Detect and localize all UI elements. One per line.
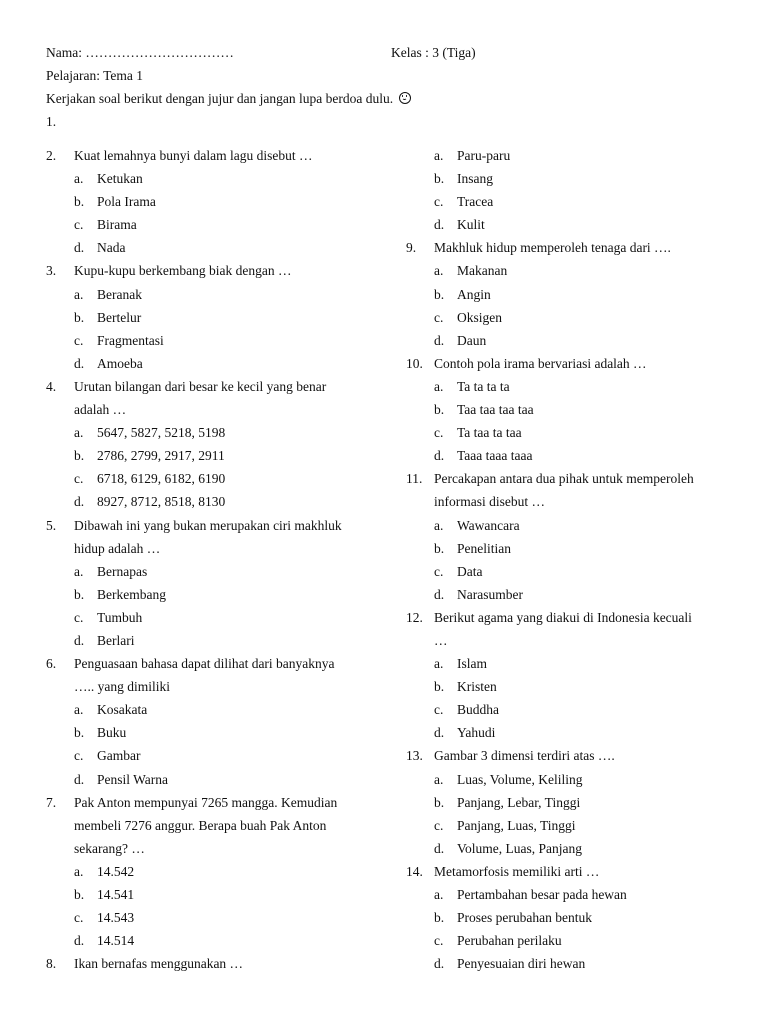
option-14-c [406,929,746,952]
option-text: Kulit [457,217,485,233]
option-letter: c. [434,933,444,949]
option-letter: c. [434,702,444,718]
question-number: 12. [406,609,423,625]
option-letter: d. [434,956,445,972]
option-text: Luas, Volume, Keliling [457,771,583,787]
option-text: Proses perubahan bentuk [457,910,592,926]
question-number: 4. [46,378,57,394]
question-text: Kuat lemahnya bunyi dalam lagu disebut … [74,148,313,163]
option-letter: b. [434,540,445,556]
option-text: Buddha [457,702,499,718]
option-11-b [406,537,746,560]
option-text: Bertelur [97,309,142,325]
option-letter: b. [74,586,85,602]
option-2-a [46,167,386,190]
option-text: 5647, 5827, 5218, 5198 [97,425,226,441]
right-question-column [406,144,746,975]
option-text: Ta ta ta ta [457,378,510,394]
option-letter: c. [434,194,444,210]
option-letter: d. [434,448,445,464]
question-number: 14. [406,863,423,879]
subject-label: Pelajaran: Tema 1 [46,68,144,83]
option-letter: c. [74,609,84,625]
option-letter: d. [74,632,85,648]
option-letter: a. [74,702,84,718]
option-text: Insang [457,171,493,187]
option-text: Kosakata [97,702,148,718]
option-letter: b. [434,910,445,926]
option-text: Perubahan perilaku [457,933,562,949]
option-letter: a. [434,378,444,394]
option-letter: d. [74,771,85,787]
question-text: Percakapan antara dua pihak untuk memperoleh [434,471,694,487]
question-14 [406,860,746,883]
option-letter: b. [74,725,85,741]
class-label: Kelas : 3 (Tiga) [391,45,476,60]
question-number: 2. [46,148,57,163]
option-10-c [406,421,746,444]
question-number: 7. [46,794,57,810]
question-11 [406,467,746,490]
option-text: Nada [97,240,126,256]
option-text: 2786, 2799, 2917, 2911 [97,448,225,464]
question-11-line-2 [406,490,746,513]
question-7-line-3 [46,837,386,860]
option-2-c [46,213,386,236]
option-12-a [406,652,746,675]
option-6-b [46,721,386,744]
option-letter: c. [434,425,444,441]
option-text: 6718, 6129, 6182, 6190 [97,471,226,487]
option-text: 14.541 [97,887,135,902]
option-text: Oksigen [457,309,502,325]
option-letter: c. [434,817,444,833]
option-text: Panjang, Lebar, Tinggi [457,794,581,810]
option-letter: a. [434,263,444,279]
option-text: 8927, 8712, 8518, 8130 [97,494,226,510]
option-6-a [46,698,386,721]
option-text: Amoeba [97,355,143,371]
option-letter: c. [74,332,84,348]
option-letter: b. [74,309,85,325]
option-text: Taa taa taa taa [457,402,534,418]
option-text: Angin [457,286,491,302]
option-4-d [46,490,386,513]
question-text: Contoh pola irama bervariasi adalah … [434,355,647,371]
option-10-d [406,444,746,467]
option-5-b [46,583,386,606]
option-text: Narasumber [457,586,523,602]
option-9-a [406,259,746,282]
question-number: 10. [406,355,423,371]
option-text: Islam [457,656,487,672]
option-text: Penelitian [457,540,511,556]
option-text: Paru-paru [457,148,511,163]
option-letter: c. [434,309,444,325]
option-letter: c. [74,910,84,926]
question-2 [46,144,386,167]
option-letter: a. [434,148,444,163]
question-13 [406,744,746,767]
question-text: ….. yang dimiliki [74,679,170,695]
option-5-c [46,606,386,629]
option-14-b [406,906,746,929]
option-text: Ta taa ta taa [457,425,522,441]
option-text: Data [457,563,483,579]
option-text: Bernapas [97,563,148,579]
option-12-d [406,721,746,744]
question-text: Ikan bernafas menggunakan … [74,956,244,972]
question-text: Berikut agama yang diakui di Indonesia kecuali [434,609,692,625]
option-14-d [406,952,746,975]
option-text: Panjang, Luas, Tinggi [457,817,576,833]
option-letter: b. [434,679,445,695]
option-text: Pensil Warna [97,771,169,787]
question-text: … [434,632,448,648]
question-1-number: 1. [46,114,57,129]
option-text: 14.514 [97,933,135,949]
option-11-a [406,514,746,537]
option-letter: b. [74,194,85,210]
question-3 [46,259,386,282]
option-text: Pola Irama [97,194,156,210]
option-letter: a. [434,656,444,672]
name-field-label: Nama: …………………………… [46,45,234,60]
option-d [406,213,746,236]
option-14-a [406,883,746,906]
question-text: Metamorfosis memiliki arti … [434,863,600,879]
option-letter: d. [434,725,445,741]
option-letter: d. [74,355,85,371]
option-letter: b. [74,448,85,464]
option-5-a [46,560,386,583]
question-number: 13. [406,748,423,764]
option-13-a [406,768,746,791]
option-letter: c. [434,563,444,579]
question-number: 6. [46,656,57,672]
question-6 [46,652,386,675]
question-7 [46,791,386,814]
option-letter: a. [74,563,84,579]
option-b [406,167,746,190]
option-4-b [46,444,386,467]
question-text: Makhluk hidup memperoleh tenaga dari …. [434,240,671,256]
option-6-d [46,768,386,791]
option-4-c [46,467,386,490]
option-letter: b. [434,171,445,187]
option-7-d [46,929,386,952]
option-4-a [46,421,386,444]
option-7-a [46,860,386,883]
option-10-b [406,398,746,421]
option-letter: d. [434,332,445,348]
question-8 [46,952,386,975]
option-9-b [406,283,746,306]
left-question-column [46,144,386,975]
option-text: Fragmentasi [97,332,164,348]
option-letter: b. [434,402,445,418]
option-3-d [46,352,386,375]
option-text: Makanan [457,263,508,279]
question-number: 5. [46,517,57,533]
smiley-icon [399,92,411,104]
option-5-d [46,629,386,652]
question-number: 11. [406,471,423,487]
option-letter: a. [434,517,444,533]
option-letter: a. [74,171,84,187]
option-9-d [406,329,746,352]
question-10 [406,352,746,375]
option-letter: a. [74,425,84,441]
option-letter: c. [74,217,84,233]
option-text: 14.543 [97,910,135,926]
option-text: Berlari [97,632,135,648]
option-text: Tumbuh [97,609,143,625]
option-letter: d. [74,494,85,510]
question-5-line-2 [46,537,386,560]
option-text: Daun [457,332,487,348]
option-text: Tracea [457,194,494,210]
question-5 [46,514,386,537]
option-text: Pertambahan besar pada hewan [457,887,627,902]
option-text: Penyesuaian diri hewan [457,956,586,972]
option-letter: a. [74,863,84,879]
option-text: Beranak [97,286,142,302]
option-11-d [406,583,746,606]
option-3-c [46,329,386,352]
option-13-d [406,837,746,860]
option-text: Kristen [457,679,497,695]
option-13-c [406,814,746,837]
option-7-b [46,883,386,906]
option-13-b [406,791,746,814]
instruction-line [46,91,411,107]
question-9 [406,236,746,259]
option-letter: d. [434,217,445,233]
question-number: 3. [46,263,57,279]
question-text: hidup adalah … [74,540,161,556]
question-text: Dibawah ini yang bukan merupakan ciri makhluk [74,517,342,533]
option-11-c [406,560,746,583]
question-text: Penguasaan bahasa dapat dilihat dari banyaknya [74,656,335,672]
question-number: 8. [46,956,57,972]
option-9-c [406,306,746,329]
question-text: Kupu-kupu berkembang biak dengan … [74,263,292,279]
question-text: adalah … [74,402,127,418]
option-12-c [406,698,746,721]
option-letter: b. [434,286,445,302]
option-text: Ketukan [97,171,143,187]
option-2-b [46,190,386,213]
question-text: Urutan bilangan dari besar ke kecil yang benar [74,378,327,394]
option-text: Buku [97,725,127,741]
option-2-d [46,236,386,259]
option-text: Gambar [97,748,141,764]
question-6-line-2 [46,675,386,698]
option-text: Birama [97,217,137,233]
option-10-a [406,375,746,398]
option-letter: c. [74,471,84,487]
option-12-b [406,675,746,698]
question-7-line-2 [46,814,386,837]
option-letter: c. [74,748,84,764]
option-text: Wawancara [457,517,520,533]
option-6-c [46,744,386,767]
option-text: Taaa taaa taaa [457,448,533,464]
option-text: Berkembang [97,586,166,602]
question-number: 9. [406,240,417,256]
option-letter: d. [434,840,445,856]
option-letter: a. [74,286,84,302]
option-letter: d. [74,240,85,256]
option-c [406,190,746,213]
option-letter: a. [434,771,444,787]
option-letter: d. [74,933,85,949]
option-letter: b. [74,887,85,902]
instruction-text: Kerjakan soal berikut dengan jujur dan jangan lupa berdoa dulu. [46,91,394,106]
option-letter: b. [434,794,445,810]
option-text: Volume, Luas, Panjang [457,840,582,856]
option-letter: d. [434,586,445,602]
question-text: Pak Anton mempunyai 7265 mangga. Kemudian [74,794,338,810]
option-7-c [46,906,386,929]
question-4 [46,375,386,398]
option-text: 14.542 [97,863,135,879]
option-3-b [46,306,386,329]
question-4-line-2 [46,398,386,421]
option-3-a [46,283,386,306]
question-text: informasi disebut … [434,494,545,510]
question-12 [406,606,746,629]
question-text: sekarang? … [74,840,145,856]
option-text: Yahudi [457,725,496,741]
option-letter: a. [434,887,444,902]
question-text: Gambar 3 dimensi terdiri atas …. [434,748,615,764]
question-text: membeli 7276 anggur. Berapa buah Pak Anton [74,817,327,833]
question-12-line-2 [406,629,746,652]
option-a [406,144,746,167]
